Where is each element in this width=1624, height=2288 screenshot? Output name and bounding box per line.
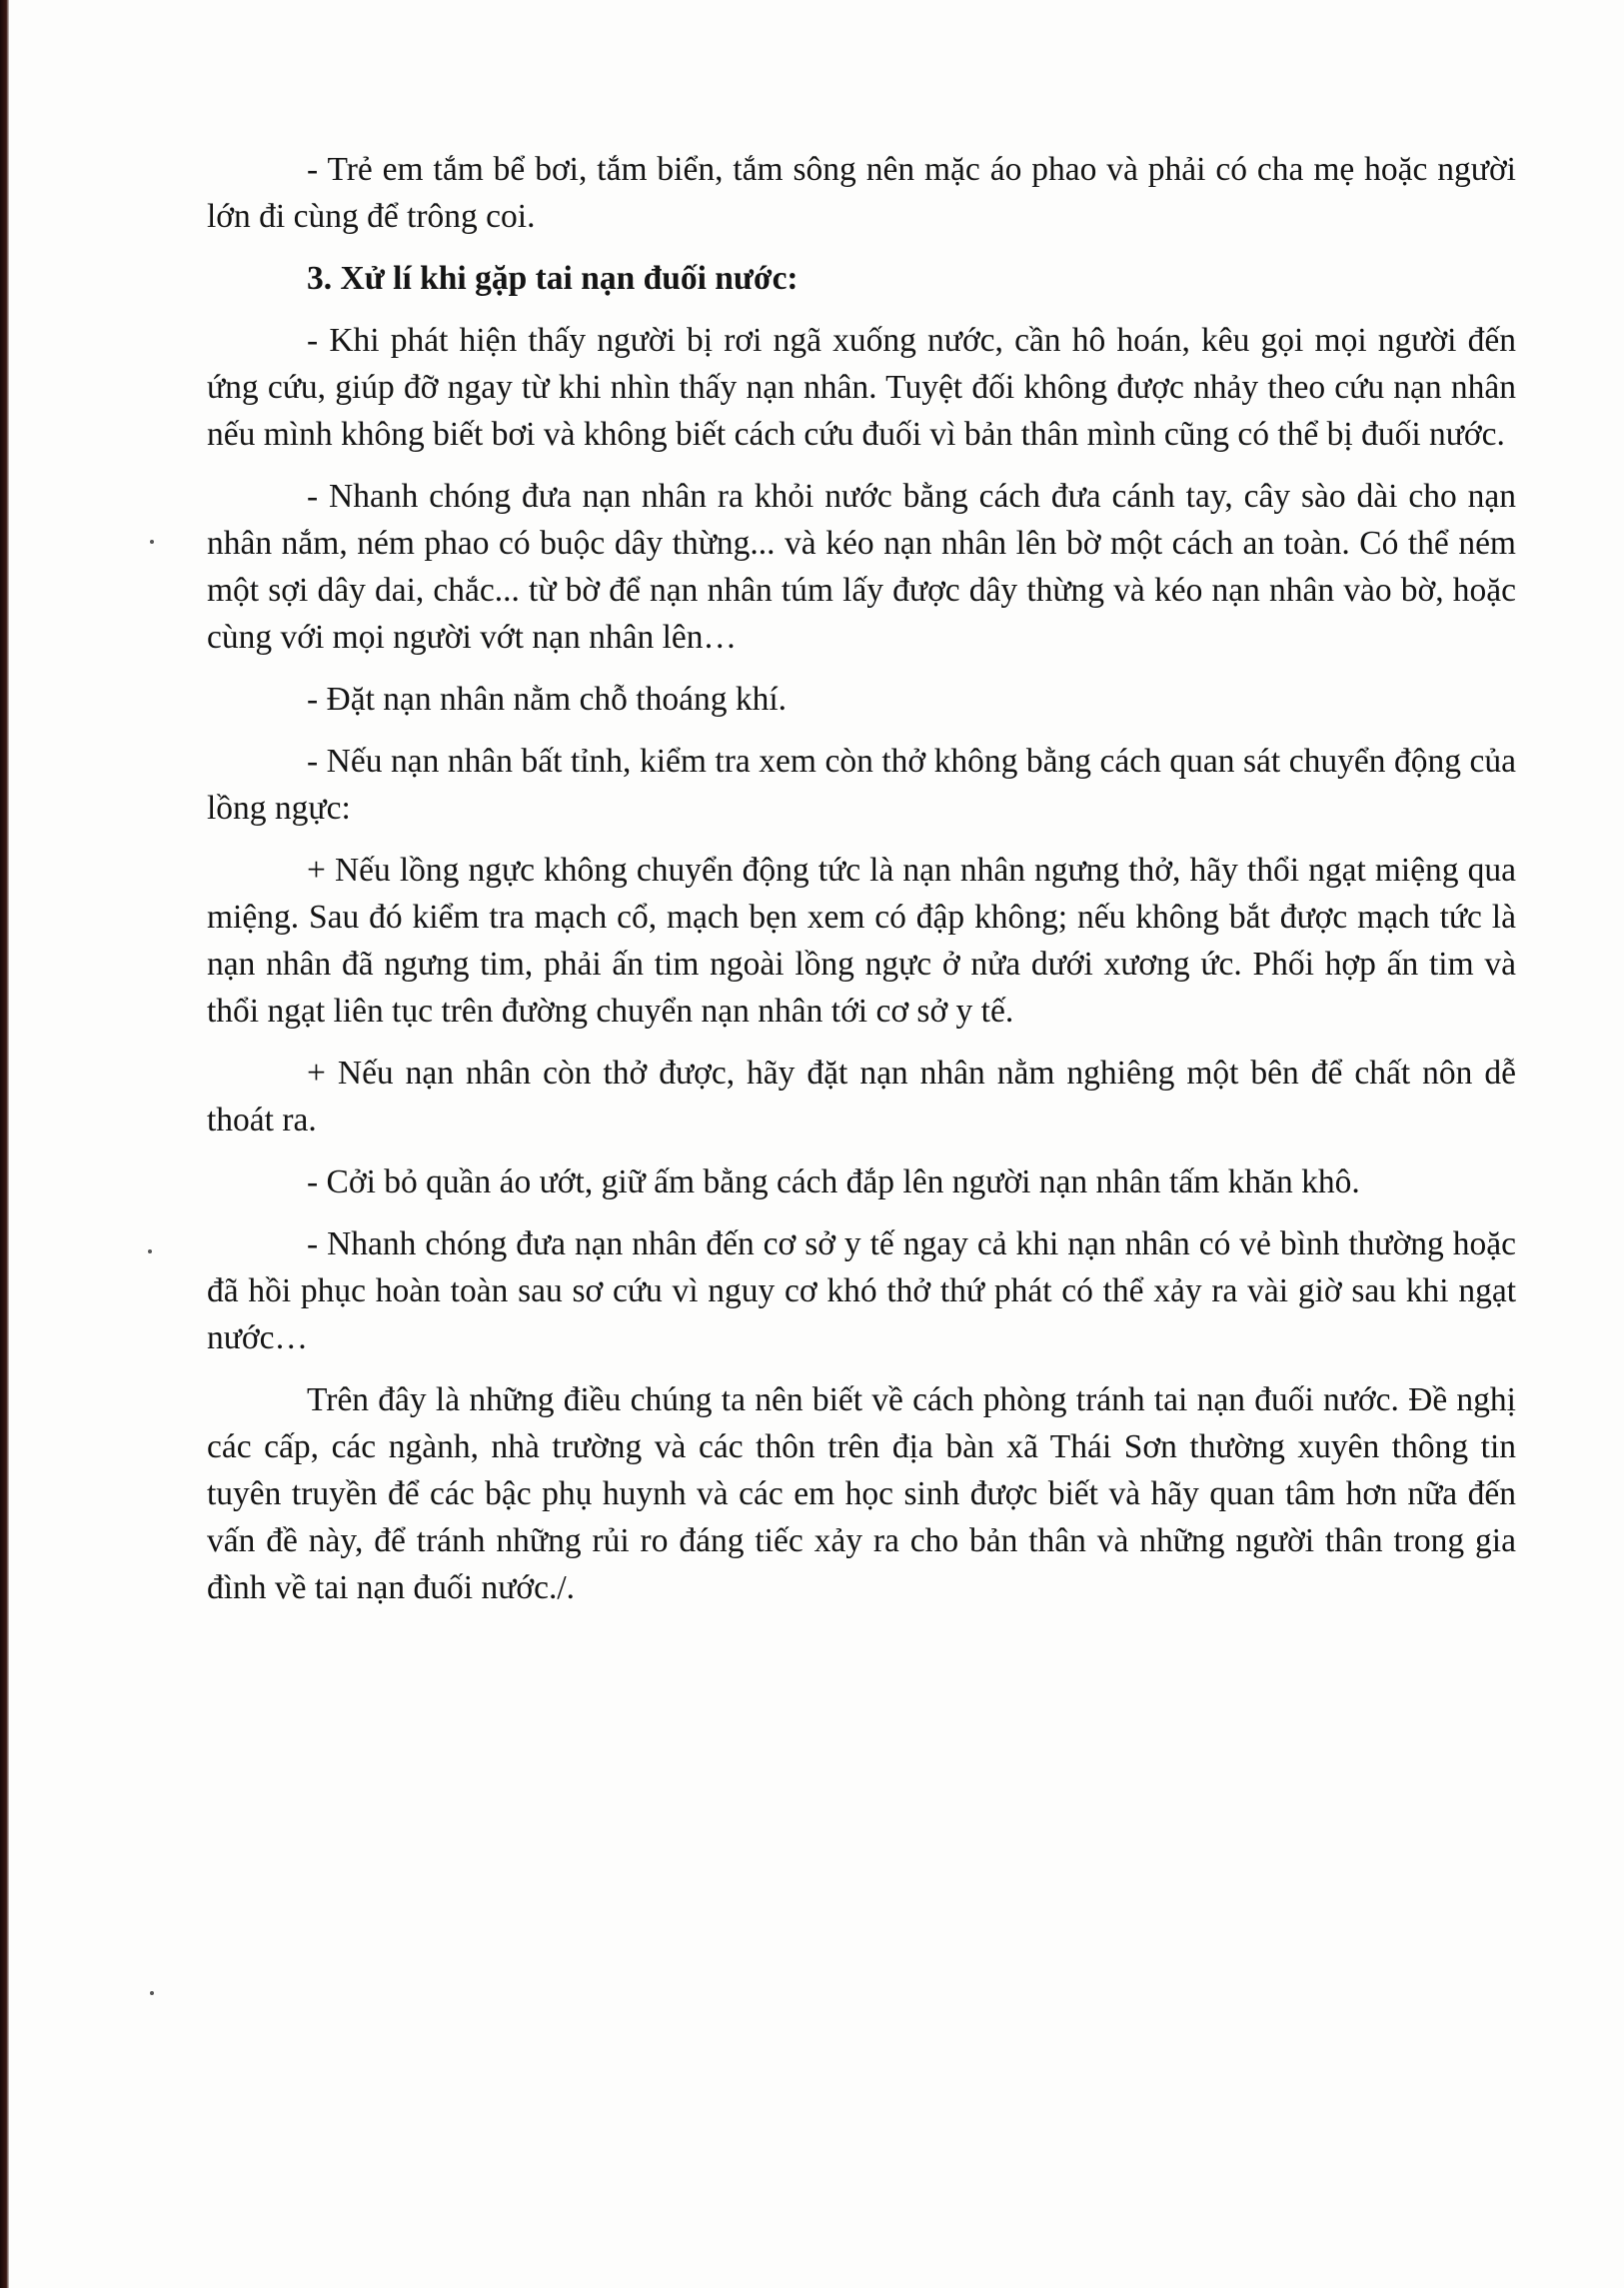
scan-speck bbox=[150, 540, 154, 544]
scan-edge-shadow bbox=[0, 0, 9, 2288]
paragraph-conclusion: Trên đây là những điều chúng ta nên biết về cách phòng tránh tai nạn đuối nước. Đề nghị các cấp, các ngành, nhà trường và các thôn trên địa bàn xã Thái Sơn thường xuyên thông tin tuyên truyền để các bậc phụ huynh và các em học sinh được biết và hãy quan tâm hơn nữa đến vấn đề này, để tránh những rủi ro đáng tiếc xảy ra cho bản thân và những người thân trong gia đình về tai nạn đuối nước./. bbox=[207, 1381, 1516, 1606]
scan-speck bbox=[150, 1991, 154, 1995]
paragraph-ventilate: - Đặt nạn nhân nằm chỗ thoáng khí. bbox=[307, 681, 788, 718]
paragraph-rescue: - Nhanh chóng đưa nạn nhân ra khỏi nước bằng cách đưa cánh tay, cây sào dài cho nạn nhân nắm, ném phao có buộc dây thừng... và kéo nạn nhân lên bờ một cách an toàn. Có thể ném một sợi dây dai, chắc... từ bờ để nạn nhân túm lấy được dây thừng và kéo nạn nhân vào bờ, hoặc cùng với mọi người vớt nạn nhân lên… bbox=[207, 478, 1516, 656]
paragraph-hospital: - Nhanh chóng đưa nạn nhân đến cơ sở y tế ngay cả khi nạn nhân có vẻ bình thường hoặc đã hồi phục hoàn toàn sau sơ cứu vì nguy cơ khó thở thứ phát có thể xảy ra vài giờ sau khi ngạt nước… bbox=[207, 1225, 1516, 1356]
section-heading: 3. Xử lí khi gặp tai nạn đuối nước: bbox=[307, 260, 799, 297]
paragraph-check-breathing: - Nếu nạn nhân bất tỉnh, kiểm tra xem còn thở không bằng cách quan sát chuyển động của lồng ngực: bbox=[207, 743, 1516, 827]
paragraph-alert: - Khi phát hiện thấy người bị rơi ngã xuống nước, cần hô hoán, kêu gọi mọi người đến ứng cứu, giúp đỡ ngay từ khi nhìn thấy nạn nhân. Tuyệt đối không được nhảy theo cứu nạn nhân nếu mình không biết bơi và không biết cách cứu đuối vì bản thân mình cũng có thể bị đuối nước. bbox=[207, 322, 1516, 453]
scan-speck bbox=[148, 1249, 152, 1253]
paragraph-recovery-position: + Nếu nạn nhân còn thở được, hãy đặt nạn nhân nằm nghiêng một bên để chất nôn dễ thoát ra. bbox=[207, 1055, 1516, 1139]
paragraph-cpr: + Nếu lồng ngực không chuyển động tức là nạn nhân ngưng thở, hãy thổi ngạt miệng qua miệng. Sau đó kiểm tra mạch cổ, mạch bẹn xem có đập không; nếu không bắt được mạch tức là nạn nhân đã ngưng tim, phải ấn tim ngoài lồng ngực ở nửa dưới xương ức. Phối hợp ấn tim và thổi ngạt liên tục trên đường chuyển nạn nhân tới cơ sở y tế. bbox=[207, 852, 1516, 1030]
paragraph-life-jacket: - Trẻ em tắm bể bơi, tắm biển, tắm sông nên mặc áo phao và phải có cha mẹ hoặc người lớn đi cùng để trông coi. bbox=[207, 151, 1516, 235]
paragraph-warm: - Cởi bỏ quần áo ướt, giữ ấm bằng cách đắp lên người nạn nhân tấm khăn khô. bbox=[307, 1163, 1360, 1200]
document-page bbox=[207, 146, 1516, 1626]
